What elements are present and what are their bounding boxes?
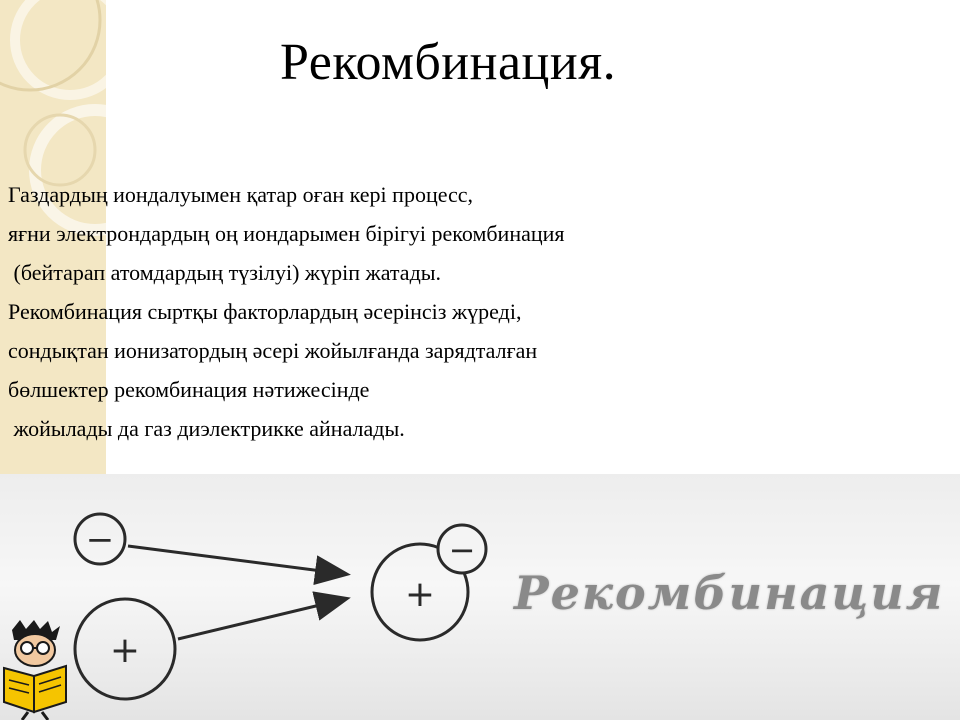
recombined-ion-sign: + <box>404 574 436 615</box>
body-line: жойылады да газ диэлектрикке айналады. <box>8 416 405 441</box>
body-line: (бейтарап атомдардың түзілуі) жүріп жатады. <box>8 260 442 285</box>
arrow-icon <box>128 546 345 574</box>
body-line: Газдардың иондалуымен қатар оған кері процесс, <box>8 182 474 207</box>
recombined-electron-particle <box>438 525 486 573</box>
electron-sign: − <box>85 520 115 560</box>
slide-title: Рекомбинация. <box>280 34 617 91</box>
recombined-electron-sign: − <box>448 531 476 569</box>
ion-sign: + <box>109 630 141 671</box>
recombination-diagram <box>0 474 960 720</box>
electron-particle <box>75 514 125 564</box>
arrow-icon <box>178 599 345 639</box>
diagram-label: Рекомбинация <box>514 566 945 620</box>
ion-particle <box>75 599 175 699</box>
body-line: яғни электрондардың оң иондарымен бірігуі рекомбинация <box>8 221 565 246</box>
body-line: бөлшектер рекомбинация нәтижесінде <box>8 377 370 402</box>
body-line: сондықтан ионизатордың әсері жойылғанда зарядталған <box>8 338 538 363</box>
body-line: Рекомбинация сыртқы факторлардың әсерінсіз жүреді, <box>8 299 522 324</box>
slide-body-text <box>8 175 908 448</box>
reading-person-icon <box>0 620 72 720</box>
